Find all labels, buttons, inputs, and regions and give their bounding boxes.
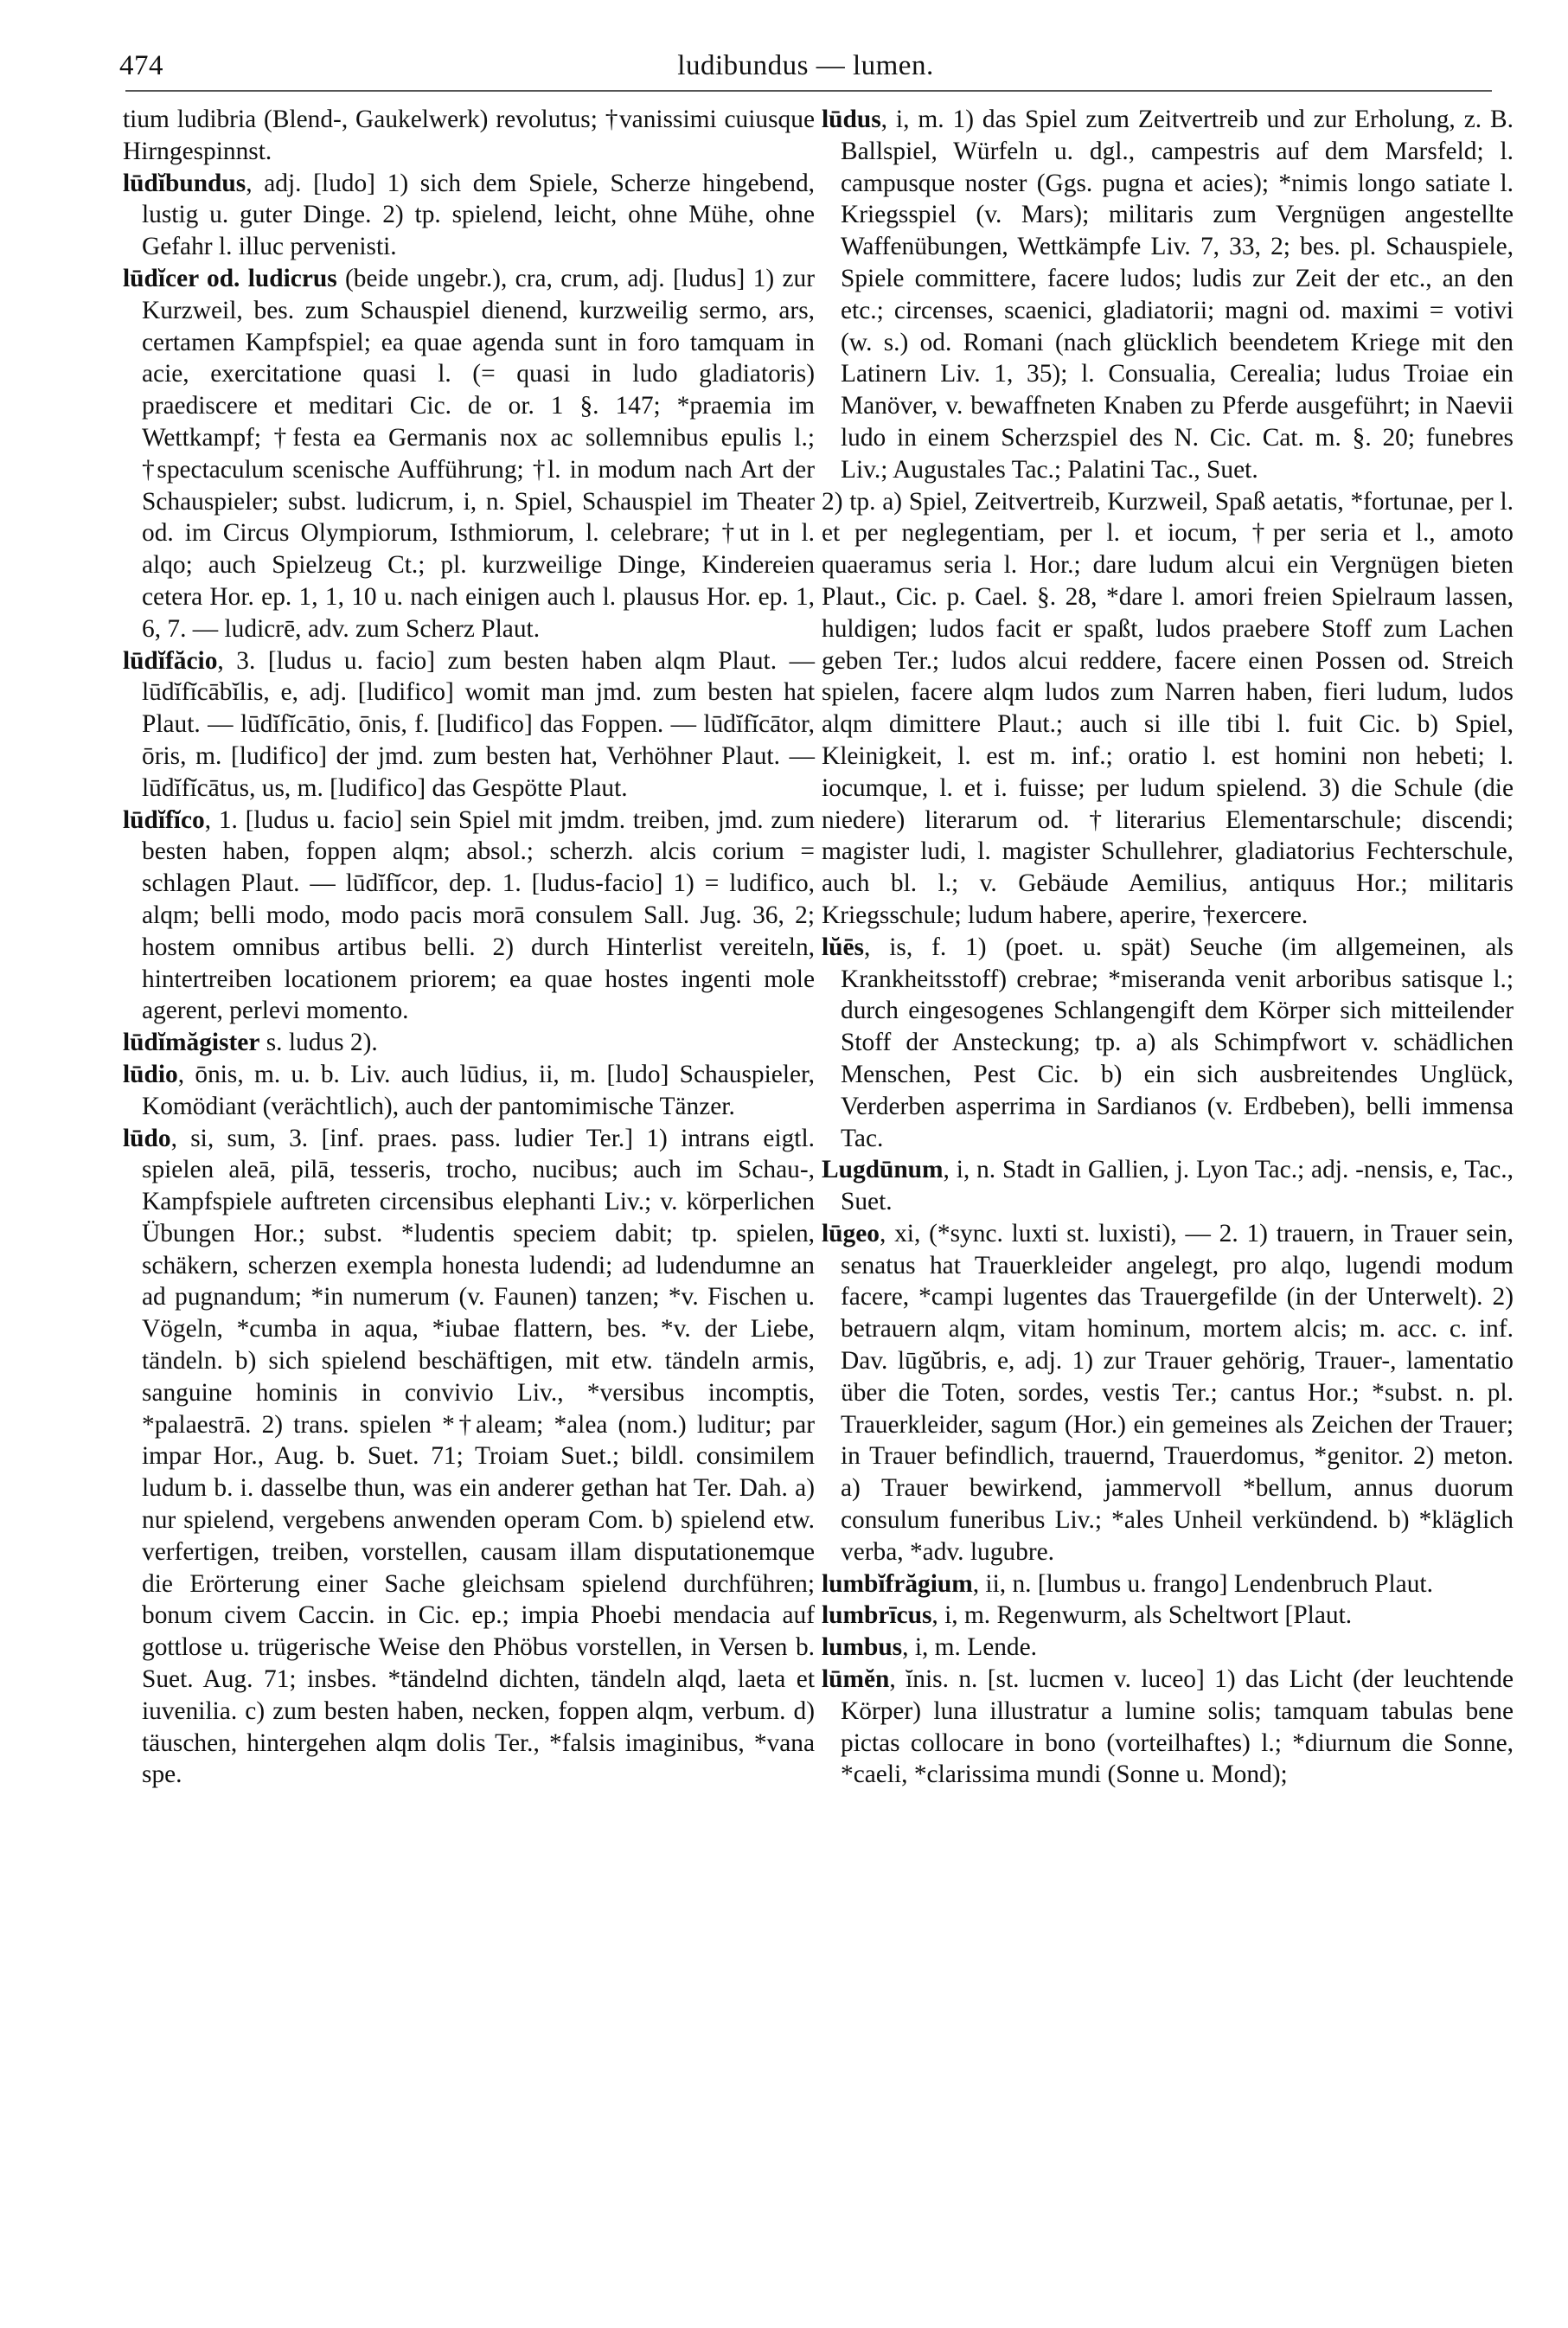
- dictionary-entry: [822, 486, 1514, 932]
- dictionary-entry: [822, 104, 1514, 486]
- entry-body: , i, m. 1) das Spiel zum Zeitvertreib und zur Erholung, z. B. Ballspiel, Würfeln u. dgl., campestris auf dem Marsfeld; l. campusque noster (Ggs. pugna et acies); *nimis longo satiate l. Kriegsspiel (v. Mars); militaris zum Vergnügen angestellte Waffenübungen, Wettkämpfe Liv. 7, 33, 2; bes. pl. Schauspiele, Spiele committere, facere ludos; ludis zur Zeit der etc., an den etc.; circenses, scaenici, gladiatorii; magni od. maximi = votivi (w. s.) od. Romani (nach glücklich beendetem Kriege mit den Latinern Liv. 1, 35); l. Consualia, Cerealia; ludus Troiae ein Manöver, v. bewaffneten Knaben zu Pferde ausgeführt; in Naevii ludo in einem Scherzspiel des N. Cic. Cat. m. §. 20; funebres Liv.; Augustales Tac.; Palatini Tac., Suet.: [841, 106, 1514, 484]
- entry-body: , i, m. Lende.: [902, 1633, 1038, 1662]
- entry-headword: lūdio: [123, 1060, 178, 1088]
- dictionary-entry: [123, 1123, 815, 1792]
- dictionary-entry: [123, 168, 815, 263]
- entry-body: s. ludus 2).: [259, 1029, 378, 1057]
- dictionary-entry: [123, 263, 815, 645]
- dictionary-entry: [822, 932, 1514, 1155]
- dictionary-entry: [822, 1600, 1514, 1632]
- entry-headword: lūdĭbundus: [123, 169, 246, 197]
- entry-body: , ĭnis. n. [st. lucmen v. luceo] 1) das Licht (der leuchtende Körper) luna illustratur a lumine solis; tamquam tabulas bene pictas collocare in bono (vorteilhaftes) l.; *diurnum die Sonne, *caeli, *clarissima mundi (Sonne u. Mond);: [841, 1665, 1514, 1789]
- entry-body: , i, n. Stadt in Gallien, j. Lyon Tac.; adj. -nensis, e, Tac., Suet.: [841, 1156, 1514, 1216]
- left-column: [123, 104, 815, 1791]
- entry-body: , is, f. 1) (poet. u. spät) Seuche (im allgemeinen, als Krankheitsstoff) crebrae; *miseranda venit arboribus satisque l.; durch eingesogenes Schlangengift dem Körper sich mitteilender Stoff der Ansteckung; tp. a) als Schimpfwort v. schädlichen Menschen, Pest Cic. b) ein sich ausbreitendes Unglück, Verderben asperrima in Sardianos (v. Erdbeben), belli immensa Tac.: [841, 933, 1514, 1152]
- right-column: [822, 104, 1514, 1791]
- dictionary-entry: [822, 1664, 1514, 1791]
- page-number: 474: [119, 49, 163, 81]
- entry-headword: lumbus: [822, 1633, 903, 1662]
- page-header: [119, 42, 1492, 90]
- dictionary-entry: [822, 1218, 1514, 1568]
- entry-headword: lūdus: [822, 106, 881, 133]
- dictionary-entry: [123, 1027, 815, 1059]
- entry-body: , adj. [ludo] 1) sich dem Spiele, Scherze hingebend, lustig u. guter Dinge. 2) tp. spielend, leicht, ohne Mühe, ohne Gefahr l. illuc pervenisti.: [142, 169, 815, 261]
- dictionary-entry: [123, 104, 815, 168]
- entry-headword: lūdĭmăgister: [123, 1029, 260, 1057]
- entry-body: , 1. [ludus u. facio] sein Spiel mit jmdm. treiben, jmd. zum besten haben, foppen alqm; absol.; scherzh. alcis corium = schlagen Plaut. — lūdĭfĭcor, dep. 1. [ludus-facio] 1) = ludifico, alqm; belli modo, modo pacis morā consulem Sall. Jug. 36, 2; hostem omnibus artibus belli. 2) durch Hinterlist vereiteln, hintertreiben locationem priorem; ea quae hostes ingenti mole agerent, perlevi momento.: [142, 805, 815, 1025]
- entry-headword: lŭēs: [822, 933, 864, 961]
- entry-headword: lūdĭfăcio: [123, 646, 218, 675]
- entry-body: , i, m. Regenwurm, als Scheltwort [Plaut.: [931, 1601, 1353, 1630]
- entry-body: , ōnis, m. u. b. Liv. auch lūdius, ii, m. [ludo] Schauspieler, Komödiant (verächtlich), auch der pantomimische Tänzer.: [142, 1060, 815, 1120]
- dictionary-entry: [822, 1154, 1514, 1218]
- entry-headword: lumbrīcus: [822, 1601, 932, 1630]
- entry-body: 2) tp. a) Spiel, Zeitvertreib, Kurzweil, Spaß aetatis, *fortunae, per l. et per neglegentiam, per l. et iocum, †per seria et l., amoto quaeramus seria l. Hor.; dare ludum alcui ein Vergnügen bieten Plaut., Cic. p. Cael. §. 28, *dare l. amori freien Spielraum lassen, huldigen; ludos facit er spaßt, ludos praebere Stoff zum Lachen geben Ter.; ludos alcui reddere, facere einen Possen od. Streich spielen, facere alqm ludos zum Narren haben, fieri ludum, ludos alqm dimittere Plaut.; auch si ille tibi l. fuit Cic. b) Spiel, Kleinigkeit, l. est m. inf.; oratio l. est homini non hebeti; l. iocumque, l. et i. fuisse; per ludum spielend. 3) die Schule (die niedere) literarum od. †literarius Elementarschule; discendi; magister ludi, l. magister Schullehrer, gladiatorius Fechterschule, auch bl. l.; v. Gebäude Aemilius, antiquus Hor.; militaris Kriegsschule; ludum habere, aperire, †exercere.: [822, 487, 1514, 929]
- dictionary-entry: [123, 1059, 815, 1123]
- entry-headword: lūgeo: [822, 1219, 880, 1247]
- running-title: ludibundus — lumen.: [677, 49, 934, 81]
- dictionary-entry: [123, 805, 815, 1028]
- entry-body: tium ludibria (Blend-, Gaukelwerk) revolutus; †vanissimi cuiusque Hirngespinnst.: [123, 106, 815, 165]
- dictionary-entry: [822, 1632, 1514, 1664]
- dictionary-entry: [822, 1568, 1514, 1600]
- entry-body: , ii, n. [lumbus u. frango] Lendenbruch Plaut.: [972, 1569, 1433, 1598]
- entry-headword: lūdo: [123, 1124, 171, 1152]
- entry-headword: lumbĭfrăgium: [822, 1569, 973, 1598]
- entry-body: , 3. [ludus u. facio] zum besten haben alqm Plaut. — lūdĭfĭcābĭlis, e, adj. [ludifico] womit man jmd. zum besten hat Plaut. — lūdĭfĭcātio, ōnis, f. [ludifico] das Foppen. — lūdĭfĭcātor, ōris, m. [ludifico] der jmd. zum besten hat, Verhöhner Plaut. — lūdĭfĭcātus, us, m. [ludifico] das Gespötte Plaut.: [142, 646, 815, 802]
- dictionary-entry: [123, 645, 815, 805]
- entry-headword: lūdĭfĭco: [123, 805, 205, 834]
- entry-body: , si, sum, 3. [inf. praes. pass. ludier Ter.] 1) intrans eigtl. spielen aleā, pilā, tesseris, trocho, nucibus; auch im Schau-, Kampfspiele auftreten circensibus elephanti Liv.; v. körperlichen Übungen Hor.; subst. *ludentis speciem dabit; tp. spielen, schäkern, scherzen exempla honesta ludendi; ad ludendumne an ad pugnandum; *in numerum (v. Faunen) tanzen; *v. Fischen u. Vögeln, *cumba in aqua, *iubae flattern, bes. *v. der Liebe, tändeln. b) sich spielend beschäftigen, mit etw. tändeln armis, sanguine hominis in convivio Liv., *versibus incomptis, *palaestrā. 2) trans. spielen *†aleam; *alea (nom.) luditur; par impar Hor., Aug. b. Suet. 71; Troiam Suet.; bildl. consimilem ludum b. i. dasselbe thun, was ein anderer gethan hat Ter. Dah. a) nur spielend, vergebens anwenden operam Com. b) spielend etw. verfertigen, treiben, vorstellen, causam illam disputationemque die Erörterung einer Sache gleichsam spielend durchführen; bonum civem Caccin. in Cic. ep.; impia Phoebi mendacia auf gottlose u. trügerische Weise den Phöbus vorstellen, in Versen b. Suet. Aug. 71; insbes. *tändelnd dichten, tändeln alqd, laeta et iuvenilia. c) zum besten haben, necken, foppen alqm, verbum. d) täuschen, hintergehen alqm dolis Ter., *falsis imaginibus, *vana spe.: [142, 1124, 815, 1789]
- entry-body: (beide ungebr.), cra, crum, adj. [ludus] 1) zur Kurzweil, bes. zum Schauspiel dienend, kurzweilig sermo, ars, certamen Kampfspiel; ea quae agenda sunt in foro tamquam in acie, exercitatione quasi l. (= quasi in ludo gladiatoris) praediscere et meditari Cic. de or. 1 §. 147; *praemia im Wettkampf; †festa ea Germanis nox ac sollemnibus epulis l.; †spectaculum scenische Aufführung; †l. in modum nach Art der Schauspieler; subst. ludicrum, i, n. Spiel, Schauspiel im Theater od. im Circus Olympiorum, Isthmiorum, l. celebrare; †ut in l. alqo; auch Spielzeug Ct.; pl. kurzweilige Dinge, Kindereien cetera Hor. ep. 1, 1, 10 u. nach einigen auch l. plausus Hor. ep. 1, 6, 7. — ludicrē, adv. zum Scherz Plaut.: [142, 264, 815, 643]
- header-rule: [125, 90, 1492, 92]
- entry-headword: lūmĕn: [822, 1665, 890, 1694]
- entry-headword: lūdĭcer od. ludicrus: [123, 264, 337, 292]
- entry-body: , xi, (*sync. luxti st. luxisti), — 2. 1) trauern, in Trauer sein, senatus hat Trauerkleider angelegt, pro alqo, lugendi modum facere, *campi lugentes das Trauergefilde (in der Unterwelt). 2) betrauern alqm, vitam hominum, mortem alcis; m. acc. c. inf. Dav. lūgŭbris, e, adj. 1) zur Trauer gehörig, Trauer-, lamentatio über die Toten, sordes, vestis Ter.; cantus Hor.; *subst. n. pl. Trauerkleider, sagum (Hor.) ein gemeines als Zeichen der Trauer; in Trauer befindlich, trauernd, Trauerdomus, *genitor. 2) meton. a) Trauer bewirkend, jammervoll *bellum, annus duorum consulum funeribus Liv.; *ales Unheil verkündend. b) *kläglich verba, *adv. lugubre.: [841, 1219, 1514, 1566]
- entry-headword: Lugdūnum: [822, 1156, 944, 1184]
